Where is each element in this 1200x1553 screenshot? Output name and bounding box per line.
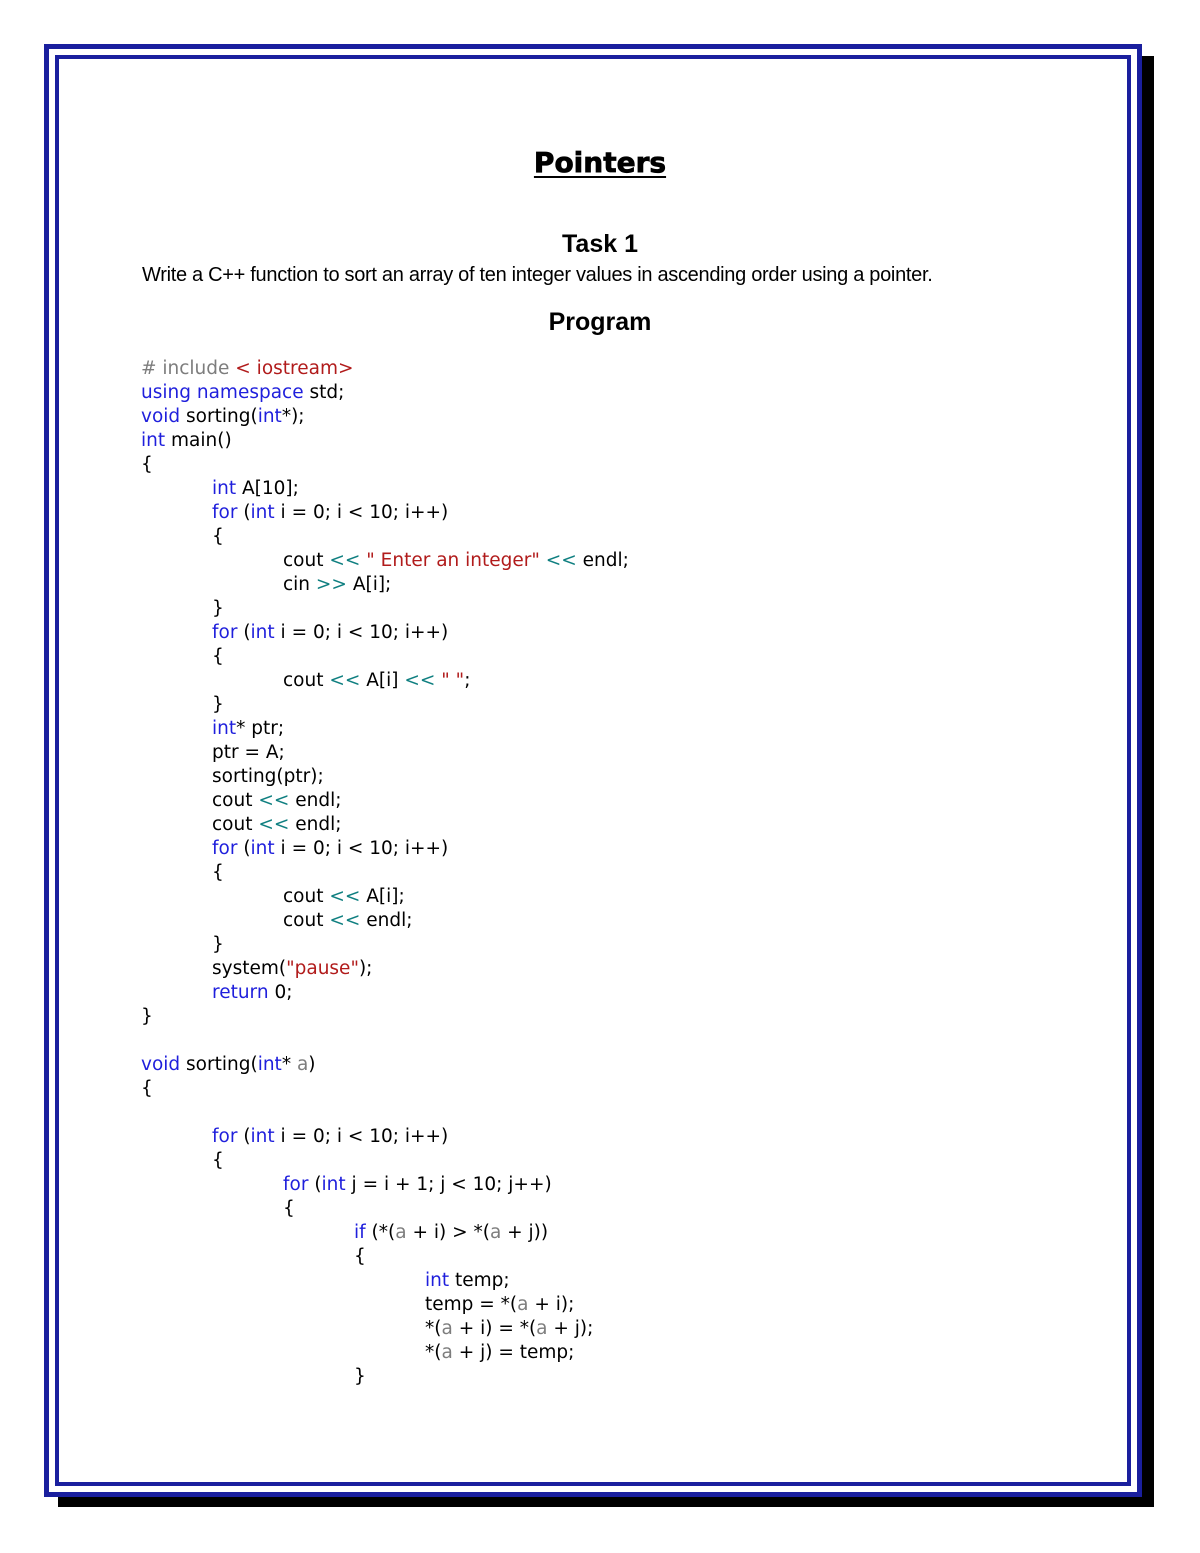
code-token: ) bbox=[308, 1054, 316, 1075]
code-token: << bbox=[404, 670, 436, 691]
code-line bbox=[141, 1125, 629, 1149]
code-token: "pause" bbox=[286, 958, 359, 979]
code-line bbox=[141, 573, 629, 597]
code-line bbox=[141, 861, 629, 885]
code-token: ( bbox=[237, 838, 251, 859]
code-token: } bbox=[212, 934, 224, 955]
code-token: int bbox=[250, 622, 275, 643]
page-title: Pointers bbox=[533, 146, 667, 179]
code-token: { bbox=[212, 862, 224, 883]
code-token: i = 0; i < 10; i++) bbox=[274, 502, 449, 523]
code-token: << bbox=[329, 910, 361, 931]
code-token: i = 0; i < 10; i++) bbox=[274, 622, 449, 643]
code-token: void bbox=[141, 406, 181, 427]
code-token: A[i]; bbox=[360, 886, 405, 907]
code-token: " Enter an integer" bbox=[366, 550, 540, 571]
code-token: int bbox=[212, 718, 237, 739]
code-token: cout bbox=[212, 790, 259, 811]
code-line bbox=[141, 1269, 629, 1293]
code-token: int bbox=[425, 1270, 450, 1291]
code-token: *); bbox=[281, 406, 305, 427]
code-token: for bbox=[212, 622, 238, 643]
code-block bbox=[141, 357, 629, 1389]
code-token: *( bbox=[425, 1318, 442, 1339]
code-token: ( bbox=[308, 1174, 322, 1195]
code-token: a bbox=[441, 1318, 453, 1339]
code-token: a bbox=[296, 1054, 309, 1075]
code-token: cout bbox=[283, 550, 330, 571]
code-line bbox=[141, 981, 629, 1005]
code-token: cout bbox=[212, 814, 259, 835]
code-token: >> bbox=[315, 574, 347, 595]
code-token: int bbox=[321, 1174, 346, 1195]
code-token: temp = *( bbox=[425, 1294, 518, 1315]
code-line bbox=[141, 1197, 629, 1221]
code-line bbox=[141, 933, 629, 957]
code-token: * bbox=[281, 1054, 297, 1075]
code-token: cout bbox=[283, 886, 330, 907]
code-token: { bbox=[212, 526, 224, 547]
code-line bbox=[141, 1029, 629, 1053]
code-token: return bbox=[212, 982, 269, 1003]
code-token: for bbox=[283, 1174, 309, 1195]
code-token: endl; bbox=[289, 814, 342, 835]
code-token: + j)) bbox=[501, 1222, 549, 1243]
code-line bbox=[141, 1317, 629, 1341]
code-token: int bbox=[141, 430, 166, 451]
code-token: void bbox=[141, 1054, 181, 1075]
code-line bbox=[141, 645, 629, 669]
code-line bbox=[141, 477, 629, 501]
code-token: a bbox=[441, 1342, 453, 1363]
code-line bbox=[141, 381, 629, 405]
code-token: main() bbox=[165, 430, 232, 451]
code-token: + i); bbox=[528, 1294, 575, 1315]
code-token: + i) = *( bbox=[452, 1318, 537, 1339]
code-token: ( bbox=[237, 502, 251, 523]
code-line bbox=[141, 693, 629, 717]
code-line bbox=[141, 765, 629, 789]
code-line bbox=[141, 957, 629, 981]
code-token: ( bbox=[237, 1126, 251, 1147]
code-token: < iostream> bbox=[235, 358, 354, 379]
code-token: sorting( bbox=[180, 406, 258, 427]
task-title: Task 1 bbox=[562, 230, 638, 258]
code-line bbox=[141, 837, 629, 861]
code-line bbox=[141, 1365, 629, 1389]
program-title: Program bbox=[548, 308, 652, 336]
code-token: A[i] bbox=[360, 670, 405, 691]
code-line bbox=[141, 1005, 629, 1029]
code-token: endl; bbox=[289, 790, 342, 811]
code-line bbox=[141, 1077, 629, 1101]
code-token: << bbox=[258, 790, 290, 811]
code-token: { bbox=[283, 1198, 295, 1219]
code-token: + j); bbox=[547, 1318, 594, 1339]
code-token: int bbox=[250, 1126, 275, 1147]
code-token: system( bbox=[212, 958, 287, 979]
code-token: std; bbox=[303, 382, 345, 403]
code-line bbox=[141, 525, 629, 549]
code-line bbox=[141, 1053, 629, 1077]
code-token: j = i + 1; j < 10; j++) bbox=[345, 1174, 552, 1195]
code-token: ; bbox=[464, 670, 471, 691]
task-description: Write a C++ function to sort an array of ten integer values in ascending order using a pointer. bbox=[142, 264, 933, 286]
code-token: ptr = A; bbox=[212, 742, 285, 763]
code-token: } bbox=[354, 1366, 366, 1387]
code-token: cin bbox=[283, 574, 316, 595]
code-line bbox=[141, 1149, 629, 1173]
code-token: if bbox=[354, 1222, 366, 1243]
code-token: (*( bbox=[365, 1222, 396, 1243]
code-token: a bbox=[536, 1318, 548, 1339]
code-token: * ptr; bbox=[236, 718, 285, 739]
code-token: A[10]; bbox=[236, 478, 299, 499]
code-token: a bbox=[395, 1222, 407, 1243]
code-token: i = 0; i < 10; i++) bbox=[274, 838, 449, 859]
code-token: cout bbox=[283, 670, 330, 691]
code-line bbox=[141, 789, 629, 813]
code-line bbox=[141, 597, 629, 621]
code-token: *( bbox=[425, 1342, 442, 1363]
code-token: int bbox=[257, 406, 282, 427]
code-token: << bbox=[329, 670, 361, 691]
code-token: { bbox=[212, 1150, 224, 1171]
code-line bbox=[141, 909, 629, 933]
code-token: for bbox=[212, 838, 238, 859]
code-token: } bbox=[212, 694, 224, 715]
code-line bbox=[141, 741, 629, 765]
code-line bbox=[141, 429, 629, 453]
code-token: << bbox=[545, 550, 577, 571]
code-token: { bbox=[141, 1078, 153, 1099]
code-token: ); bbox=[358, 958, 373, 979]
code-line bbox=[141, 1221, 629, 1245]
code-token: { bbox=[212, 646, 224, 667]
code-token: sorting(ptr); bbox=[212, 766, 324, 787]
code-line bbox=[141, 621, 629, 645]
code-line bbox=[141, 453, 629, 477]
code-token: + i) > *( bbox=[406, 1222, 490, 1243]
code-token: << bbox=[329, 550, 361, 571]
code-token: 0; bbox=[268, 982, 293, 1003]
code-token: << bbox=[329, 886, 361, 907]
code-line bbox=[141, 1341, 629, 1365]
code-token: A[i]; bbox=[346, 574, 392, 595]
code-token: int bbox=[212, 478, 237, 499]
code-token: sorting( bbox=[180, 1054, 258, 1075]
code-token: int bbox=[250, 838, 275, 859]
code-token: endl; bbox=[360, 910, 413, 931]
code-line bbox=[141, 1173, 629, 1197]
code-token: temp; bbox=[449, 1270, 510, 1291]
code-token: using bbox=[141, 382, 191, 403]
code-token: namespace bbox=[196, 382, 304, 403]
code-line bbox=[141, 1245, 629, 1269]
code-token: # include bbox=[141, 358, 236, 379]
code-token: i = 0; i < 10; i++) bbox=[274, 1126, 449, 1147]
code-line bbox=[141, 669, 629, 693]
code-token: " " bbox=[441, 670, 465, 691]
code-token: } bbox=[212, 598, 224, 619]
code-line bbox=[141, 1101, 629, 1125]
code-token: ( bbox=[237, 622, 251, 643]
code-line bbox=[141, 813, 629, 837]
code-line bbox=[141, 405, 629, 429]
code-token: { bbox=[354, 1246, 366, 1267]
code-line bbox=[141, 549, 629, 573]
code-line bbox=[141, 1293, 629, 1317]
code-token: { bbox=[141, 454, 153, 475]
code-token: int bbox=[257, 1054, 282, 1075]
code-token: for bbox=[212, 502, 238, 523]
code-token: int bbox=[250, 502, 275, 523]
code-line bbox=[141, 885, 629, 909]
code-line bbox=[141, 501, 629, 525]
code-token: for bbox=[212, 1126, 238, 1147]
code-token: << bbox=[258, 814, 290, 835]
code-token: cout bbox=[283, 910, 330, 931]
code-token: + j) = temp; bbox=[452, 1342, 575, 1363]
code-line bbox=[141, 357, 629, 381]
code-token: } bbox=[141, 1006, 153, 1027]
code-token: a bbox=[489, 1222, 502, 1243]
code-line bbox=[141, 717, 629, 741]
code-token: a bbox=[517, 1294, 529, 1315]
code-token: endl; bbox=[576, 550, 629, 571]
